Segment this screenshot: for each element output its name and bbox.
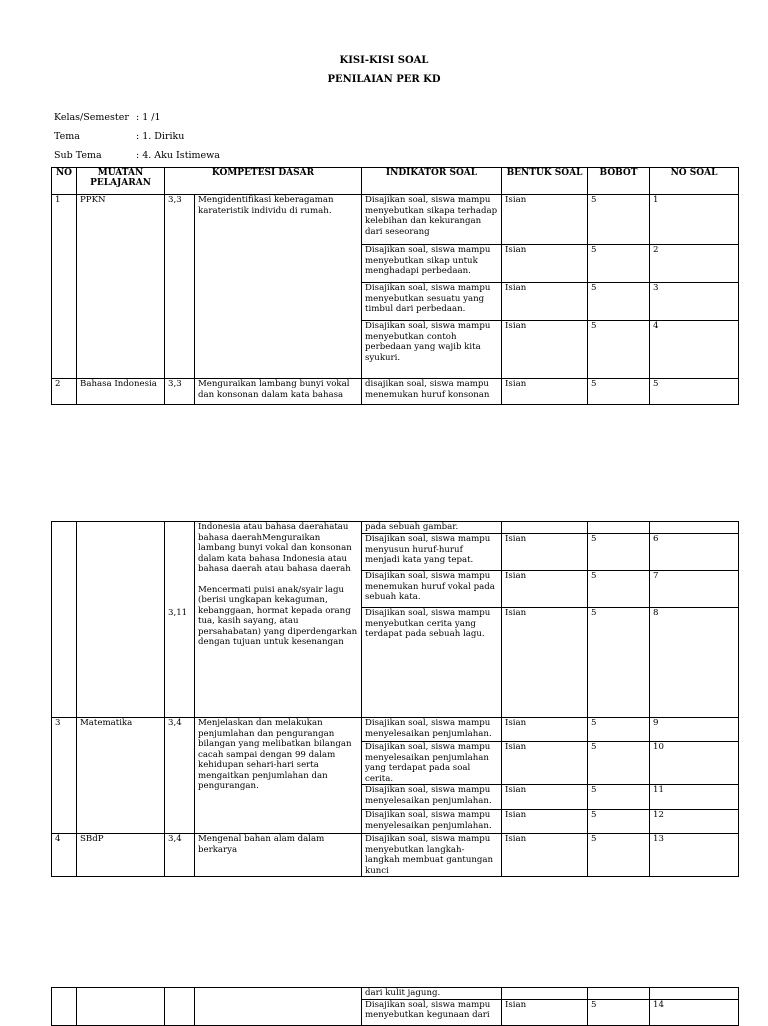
table-row bbox=[52, 195, 739, 245]
cell-indikator: Disajikan soal, siswa mampu menyelesaikan penjumlahan. bbox=[362, 718, 502, 742]
cell-bobot: 5 bbox=[588, 718, 650, 742]
cell-nosoal: 13 bbox=[650, 834, 739, 877]
cell-bentuk: Isian bbox=[502, 379, 588, 405]
table-row bbox=[52, 522, 739, 534]
cell-kd-number bbox=[165, 988, 195, 1026]
cell-nosoal: 3 bbox=[650, 283, 739, 321]
cell-indikator: Disajikan soal, siswa mampu menyebutkan sikapa terhadap kelebihan dan kekurangan dari seseorang bbox=[362, 195, 502, 245]
cell-bentuk: Isian bbox=[502, 718, 588, 742]
cell-indikator: Disajikan soal, siswa mampu menyelesaikan penjumlahan. bbox=[362, 785, 502, 810]
cell-indikator: Disajikan soal, siswa mampu menyebutkan sesuatu yang timbul dari perbedaan. bbox=[362, 283, 502, 321]
header-bentuk: BENTUK SOAL bbox=[502, 168, 588, 195]
cell-indikator: pada sebuah gambar. bbox=[362, 522, 502, 534]
cell-bobot: 5 bbox=[588, 608, 650, 718]
cell-bentuk: Isian bbox=[502, 834, 588, 877]
cell-no: 4 bbox=[52, 834, 77, 877]
cell-bobot: 5 bbox=[588, 785, 650, 810]
cell-bobot: 5 bbox=[588, 283, 650, 321]
cell-bentuk: Isian bbox=[502, 195, 588, 245]
cell-kd-number: 3,4 bbox=[165, 834, 195, 877]
cell-kd bbox=[195, 988, 362, 1026]
cell-bentuk: Isian bbox=[502, 321, 588, 379]
kisi-table-page3 bbox=[51, 987, 739, 1026]
header-kd: KOMPETESI DASAR bbox=[165, 168, 362, 195]
cell-bentuk: Isian bbox=[502, 785, 588, 810]
cell-bobot bbox=[588, 988, 650, 1000]
cell-nosoal: 11 bbox=[650, 785, 739, 810]
cell-bentuk: Isian bbox=[502, 608, 588, 718]
table-row bbox=[52, 988, 739, 1000]
cell-nosoal: 5 bbox=[650, 379, 739, 405]
cell-no bbox=[52, 522, 77, 718]
meta-subtema bbox=[54, 150, 220, 161]
cell-indikator: Disajikan soal, siswa mampu menyebutkan cerita yang terdapat pada sebuah lagu. bbox=[362, 608, 502, 718]
meta-value: : 1 /1 bbox=[136, 112, 161, 123]
cell-bobot: 5 bbox=[588, 742, 650, 785]
cell-bentuk bbox=[502, 522, 588, 534]
cell-indikator: Disajikan soal, siswa mampu menyelesaikan penjumlahan. bbox=[362, 810, 502, 834]
cell-muatan bbox=[77, 988, 165, 1026]
cell-indikator: disajikan soal, siswa mampu menemukan huruf konsonan bbox=[362, 379, 502, 405]
cell-bentuk: Isian bbox=[502, 571, 588, 608]
header-nosoal: NO SOAL bbox=[650, 168, 739, 195]
cell-muatan: Matematika bbox=[77, 718, 165, 834]
doc-subtitle: PENILAIAN PER KD bbox=[327, 74, 441, 85]
table-row bbox=[52, 718, 739, 742]
meta-value: : 4. Aku Istimewa bbox=[136, 150, 220, 161]
cell-muatan: Bahasa Indonesia bbox=[77, 379, 165, 405]
cell-kd-number: 3,4 bbox=[165, 718, 195, 834]
cell-bentuk: Isian bbox=[502, 999, 588, 1025]
doc-title: KISI-KISI SOAL bbox=[339, 55, 429, 66]
kisi-table-page2 bbox=[51, 521, 739, 877]
cell-bobot: 5 bbox=[588, 834, 650, 877]
cell-bobot: 5 bbox=[588, 534, 650, 571]
cell-kd: Menjelaskan dan melakukan penjumlahan dan pengurangan bilangan yang melibatkan bilangan cacah sampai dengan 99 dalam kehidupan sehari-hari serta mengaitkan penjumlahan dan pengurangan. bbox=[195, 718, 362, 834]
cell-nosoal: 4 bbox=[650, 321, 739, 379]
cell-bobot bbox=[588, 522, 650, 534]
cell-nosoal: 10 bbox=[650, 742, 739, 785]
meta-label: Kelas/Semester bbox=[54, 112, 129, 123]
cell-nosoal: 2 bbox=[650, 245, 739, 283]
cell-no: 3 bbox=[52, 718, 77, 834]
cell-kd-number: 3,3 bbox=[165, 195, 195, 379]
header-indikator: INDIKATOR SOAL bbox=[362, 168, 502, 195]
cell-kd-number: 3,11 bbox=[165, 522, 195, 718]
meta-tema bbox=[54, 131, 184, 142]
cell-bentuk: Isian bbox=[502, 534, 588, 571]
cell-bobot: 5 bbox=[588, 321, 650, 379]
cell-kd: Mengidentifikasi keberagaman karateristik individu di rumah. bbox=[195, 195, 362, 379]
cell-bobot: 5 bbox=[588, 379, 650, 405]
cell-bentuk bbox=[502, 988, 588, 1000]
cell-indikator: dari kulit jagung. bbox=[362, 988, 502, 1000]
table-row bbox=[52, 379, 739, 405]
meta-kelas bbox=[54, 112, 161, 123]
cell-bobot: 5 bbox=[588, 999, 650, 1025]
cell-nosoal bbox=[650, 988, 739, 1000]
cell-muatan: SBdP bbox=[77, 834, 165, 877]
cell-indikator: Disajikan soal, siswa mampu menyebutkan contoh perbedaan yang wajib kita syukuri. bbox=[362, 321, 502, 379]
kd-text-2: Mencermati puisi anak/syair lagu (berisi ungkapan kekaguman, kebanggaan, hormat kepada orang tua, kasih sayang, atau persahabatan) yang diperdengarkan dengan tujuan untuk kesenangan bbox=[198, 584, 358, 647]
cell-bentuk: Isian bbox=[502, 742, 588, 785]
cell-bobot: 5 bbox=[588, 245, 650, 283]
cell-nosoal: 8 bbox=[650, 608, 739, 718]
table-row bbox=[52, 834, 739, 877]
cell-kd-number: 3,3 bbox=[165, 379, 195, 405]
cell-indikator: Disajikan soal, siswa mampu menyebutkan langkah-langkah membuat gantungan kunci bbox=[362, 834, 502, 877]
cell-nosoal: 1 bbox=[650, 195, 739, 245]
cell-nosoal: 14 bbox=[650, 999, 739, 1025]
kisi-table-page1 bbox=[51, 167, 739, 405]
cell-bobot: 5 bbox=[588, 810, 650, 834]
cell-bobot: 5 bbox=[588, 571, 650, 608]
cell-indikator: Disajikan soal, siswa mampu menemukan huruf vokal pada sebuah kata. bbox=[362, 571, 502, 608]
cell-no: 2 bbox=[52, 379, 77, 405]
cell-no: 1 bbox=[52, 195, 77, 379]
cell-indikator: Disajikan soal, siswa mampu menyebutkan kegunaan dari bbox=[362, 999, 502, 1025]
cell-nosoal: 12 bbox=[650, 810, 739, 834]
cell-indikator: Disajikan soal, siswa mampu menyelesaikan penjumlahan yang terdapat pada soal cerita. bbox=[362, 742, 502, 785]
header-no: NO bbox=[52, 168, 77, 195]
cell-bentuk: Isian bbox=[502, 245, 588, 283]
cell-muatan bbox=[77, 522, 165, 718]
cell-kd: Mengenal bahan alam dalam berkarya bbox=[195, 834, 362, 877]
cell-indikator: Disajikan soal, siswa mampu menyebutkan sikap untuk menghadapi perbedaan. bbox=[362, 245, 502, 283]
kd-text-1: Indonesia atau bahasa daerahatau bahasa daerahMenguraikan lambang bunyi vokal dan konsonan dalam kata bahasa Indonesia atau bahasa daerah atau bahasa daerah bbox=[198, 522, 352, 574]
cell-bentuk: Isian bbox=[502, 283, 588, 321]
cell-nosoal: 6 bbox=[650, 534, 739, 571]
cell-nosoal: 7 bbox=[650, 571, 739, 608]
cell-bobot: 5 bbox=[588, 195, 650, 245]
meta-label: Sub Tema bbox=[54, 150, 102, 161]
cell-kd: Menguraikan lambang bunyi vokal dan konsonan dalam kata bahasa bbox=[195, 379, 362, 405]
meta-label: Tema bbox=[54, 131, 80, 142]
cell-indikator: Disajikan soal, siswa mampu menyusun huruf-huruf menjadi kata yang tepat. bbox=[362, 534, 502, 571]
meta-value: : 1. Diriku bbox=[136, 131, 185, 142]
cell-kd bbox=[195, 522, 362, 718]
cell-nosoal: 9 bbox=[650, 718, 739, 742]
cell-nosoal bbox=[650, 522, 739, 534]
cell-bentuk: Isian bbox=[502, 810, 588, 834]
cell-no bbox=[52, 988, 77, 1026]
cell-muatan: PPKN bbox=[77, 195, 165, 379]
header-muatan: MUATAN PELAJARAN bbox=[77, 168, 165, 195]
header-bobot: BOBOT bbox=[588, 168, 650, 195]
